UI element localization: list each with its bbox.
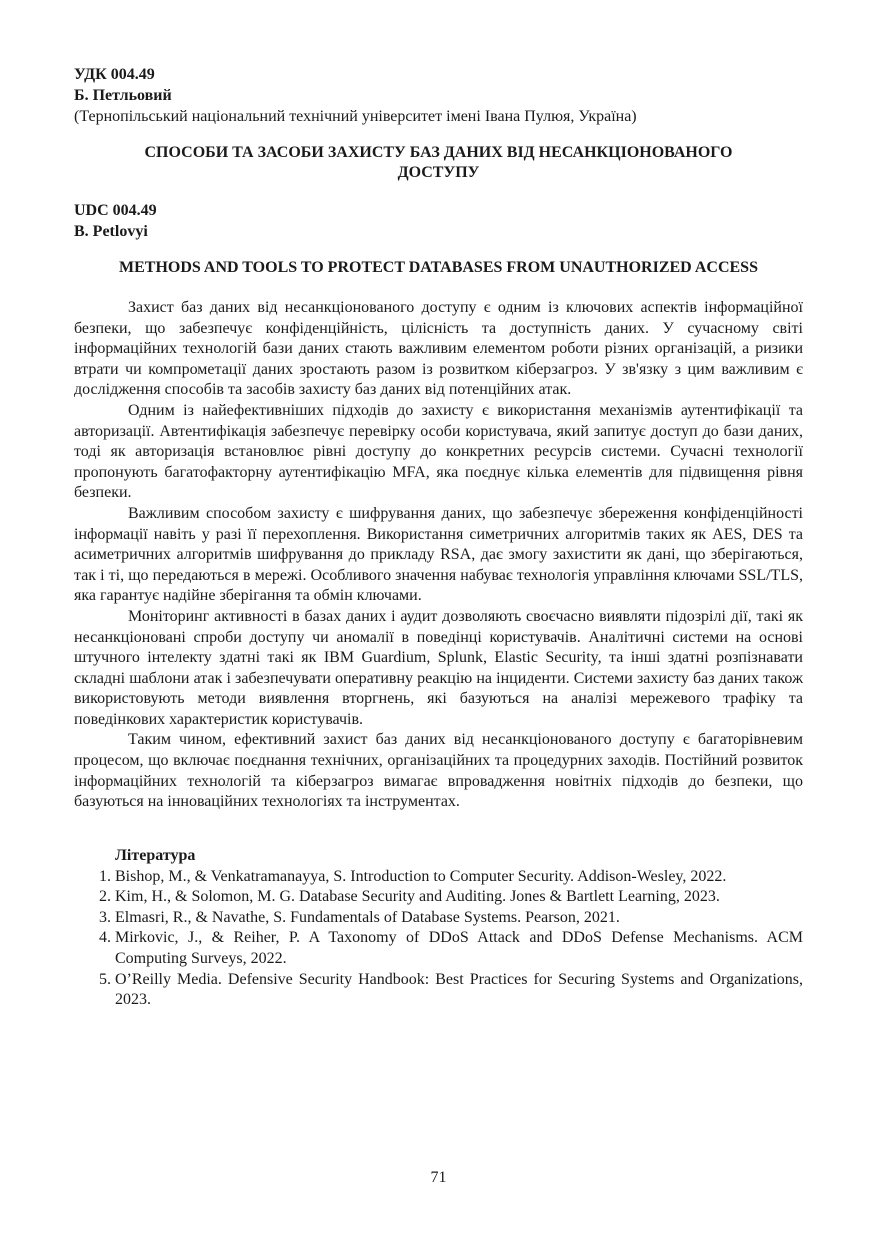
abstract-body — [74, 298, 803, 813]
author-ua: Б. Петльовий — [74, 87, 172, 104]
references-section — [74, 846, 803, 1011]
paragraph: Важливим способом захисту є шифрування даних, що забезпечує збереження конфіденційності інформації навіть у разі її перехоплення. Використання симетричних алгоритмів таких як AES, DES та асиметричних алгоритмів шифрування до прикладу RSA, дає змогу захистити як дані, що зберігаються, так і ті, що передаються в мережі. Особливого значення набуває технологія управління ключами SSL/TLS, яка гарантує надійне зберігання та обмін ключами. — [74, 504, 803, 605]
udc-en: UDC 004.49 — [74, 202, 157, 219]
reference-item: 4. Mirkovic, J., & Reiher, P. A Taxonomy of DDoS Attack and DDoS Defense Mechanisms. ACM Computing Surveys, 2022. — [115, 928, 803, 969]
author-en: B. Petlovyi — [74, 223, 148, 240]
reference-item: 1. Bishop, M., & Venkatramanayya, S. Introduction to Computer Security. Addison-Wesley, 2022. — [115, 867, 803, 888]
title-en: METHODS AND TOOLS TO PROTECT DATABASES FROM UNAUTHORIZED ACCESS — [119, 259, 758, 276]
reference-item: 3. Elmasri, R., & Navathe, S. Fundamentals of Database Systems. Pearson, 2021. — [115, 908, 803, 929]
title-ua-line1: СПОСОБИ ТА ЗАСОБИ ЗАХИСТУ БАЗ ДАНИХ ВІД НЕСАНКЦІОНОВАНОГО — [144, 144, 733, 161]
page-number: 71 — [430, 1169, 447, 1186]
references-heading: Література — [115, 847, 196, 864]
title-ua-line2: ДОСТУПУ — [397, 164, 480, 181]
affiliation-ua: (Тернопільський національний технічний університет імені Івана Пулюя, Україна) — [74, 108, 637, 125]
udc-ua: УДК 004.49 — [74, 66, 155, 83]
reference-item: 2. Kim, H., & Solomon, M. G. Database Security and Auditing. Jones & Bartlett Learning, 2023. — [115, 887, 803, 908]
paragraph: Таким чином, ефективний захист баз даних від несанкціонованого доступу є багаторівневим процесом, що включає поєднання технічних, організаційних та процедурних заходів. Постійний розвиток інформаційних технологій та кіберзагроз вимагає впровадження новітніх підходів до безпеки, що базуються на інноваційних технологіях та інструментах. — [74, 731, 803, 811]
references-list — [74, 867, 803, 1011]
paragraph: Захист баз даних від несанкціонованого доступу є одним із ключових аспектів інформаційної безпеки, що забезпечує конфіденційність, цілісність та доступність даних. У сучасному світі інформаційних технологій бази даних стають важливим елементом роботи різних організацій, а ризики втрати чи компрометації даних зростають разом із розвитком кіберзагроз. У зв'язку з цим важливим є дослідження способів та засобів захисту баз даних від потенційних атак. — [74, 299, 803, 399]
paragraph: Моніторинг активності в базах даних і аудит дозволяють своєчасно виявляти підозрілі дії, такі як несанкціоновані спроби доступу чи аномалії в поведінці користувачів. Аналітичні системи на основі штучного інтелекту здатні такі як IBM Guardium, Splunk, Elastic Security, та інші здатні розпізнавати складні шаблони атак і забезпечувати оперативну реакцію на інциденти. Системи захисту баз даних також використовують методи виявлення вторгнень, які базуються на аналізі мережевого трафіку та поведінкових характеристик користувачів. — [74, 607, 803, 728]
paragraph: Одним із найефективніших підходів до захисту є використання механізмів аутентифікації та авторизації. Автентифікація забезпечує перевірку особи користувача, який запитує доступ до бази даних, тоді як авторизація встановлює рівні доступу до конкретних ресурсів системи. Сучасні технології пропонують багатофакторну аутентифікацію MFA, яка поєднує кілька елементів для підвищення рівня безпеки. — [74, 401, 803, 502]
reference-item: 5. O’Reilly Media. Defensive Security Handbook: Best Practices for Securing Systems and Organizations, 2023. — [115, 970, 803, 1011]
title-ua — [74, 143, 803, 183]
